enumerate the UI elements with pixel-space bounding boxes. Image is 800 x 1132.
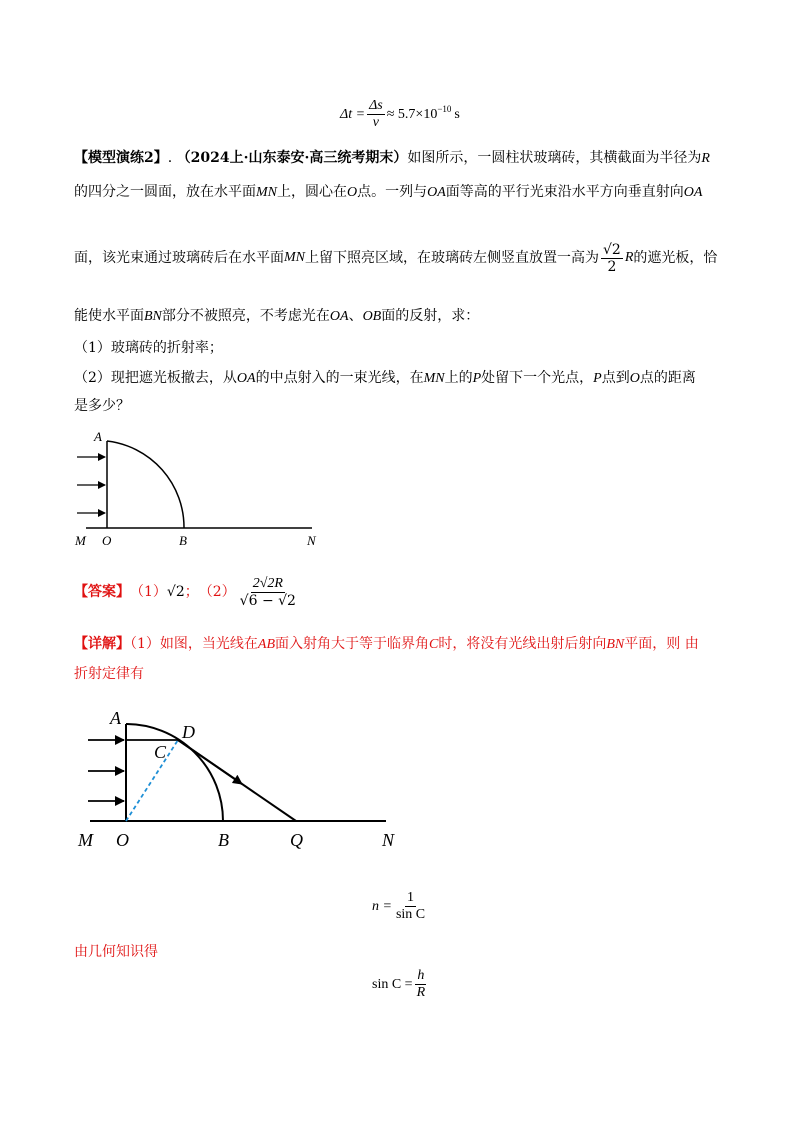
figure-1-quarter-circle <box>60 425 340 550</box>
refraction-index-formula: n = $\frac{1}{\text{sin C}}$ <box>372 890 426 922</box>
label-o: O <box>102 533 112 548</box>
arc-ab-2 <box>126 724 223 821</box>
label-a: A <box>94 429 102 444</box>
label-m-2: M <box>78 830 93 850</box>
arc-ab <box>107 441 184 528</box>
answer-fraction: $\frac{2√2R}{√6 - √2}$ <box>239 575 296 609</box>
label-c-2: C <box>154 742 167 762</box>
question-1: （1）玻璃砖的折射率； <box>74 340 223 356</box>
question-2: （2）现把遮光板撤去，从OA的中点射入的一束光线，在MN上的P处留下一个光点，P点到O点的距离 <box>74 370 696 386</box>
delta-t-formula: Δt = $\frac{\Delta s}{v}$ ≈ 5.7×10 $^{-10}$ s <box>340 98 460 130</box>
label-n: N <box>307 533 316 548</box>
problem-line-1: 【模型演练2】. （2024上·山东泰安·高三统考期末）如图所示，一圆柱状玻璃砖，其横截面为半径为R <box>74 150 710 166</box>
detail-line-2: 折射定律有 <box>74 666 144 682</box>
question-2-cont: 是多少？ <box>74 398 130 414</box>
label-b: B <box>179 533 187 548</box>
problem-line-4: 能使水平面BN部分不被照亮，不考虑光在OA、OB面的反射，求： <box>74 308 480 324</box>
radius-od-dashed <box>126 740 178 821</box>
sin-c-formula: sin C = $\frac{h}{R}$ <box>372 968 426 1000</box>
label-b-2: B <box>218 830 229 850</box>
label-d-2: D <box>182 722 195 742</box>
label-q-2: Q <box>290 830 303 850</box>
answer: 【答案】 （1） √2 ； （2） $\frac{2√2R}{√6 - √2}$ <box>74 575 296 609</box>
label-a-2: A <box>110 708 121 728</box>
refracted-ray-arrow <box>178 740 242 784</box>
label-o-2: O <box>116 830 129 850</box>
geometry-text: 由几何知识得 <box>74 944 158 960</box>
label-m: M <box>75 533 86 548</box>
figure-2-refraction <box>70 700 410 850</box>
problem-line-3: 面，该光束通过玻璃砖后在水平面 MN 上留下照亮区域，在玻璃砖左侧竖直放置一高为 $\frac{√2}{2}$ R 的遮光板，恰 <box>74 241 718 275</box>
shield-height-fraction: $\frac{√2}{2}$ <box>603 241 621 275</box>
detail-line-1: 【详解】（1）如图，当光线在AB面入射角大于等于临界角C时，将没有光线出射后射向BN平面，则 由 <box>74 636 699 652</box>
label-n-2: N <box>382 830 395 850</box>
problem-line-2: 的四分之一圆面，放在水平面MN上，圆心在O点。一列与OA面等高的平行光束沿水平方向垂直射向OA <box>74 184 703 200</box>
